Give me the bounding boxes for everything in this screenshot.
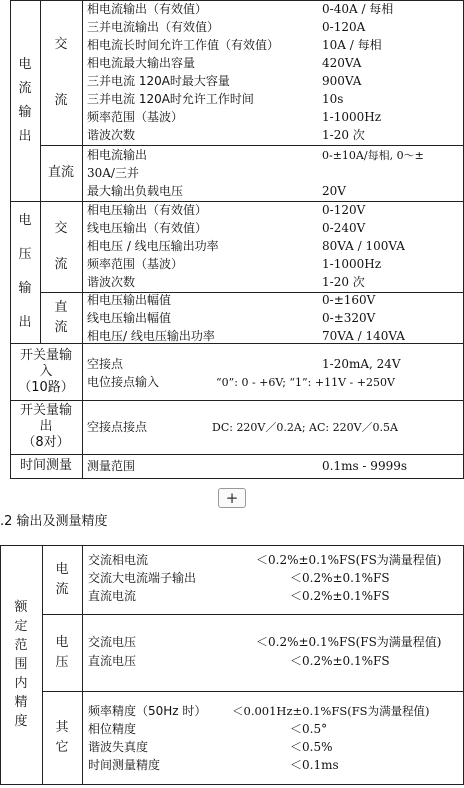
current-ac-name: 相电流长时间允许工作值（有效值） xyxy=(87,38,280,52)
current-ac-value: 900VA xyxy=(322,74,362,88)
switch-output-value: DC: 220V／0.2A; AC: 220V／0.5A xyxy=(212,421,398,434)
accuracy-current-name: 直流电流 xyxy=(88,589,137,603)
switch-input-value: “0”: 0 - +6V; “1”: +11V - +250V xyxy=(216,376,395,389)
accuracy-voltage-label: 电 压 xyxy=(55,634,69,670)
voltage-dc-value: 70VA / 140VA xyxy=(322,329,405,343)
voltage-dc-label: 直 流 xyxy=(54,299,68,335)
switch-input-name: 空接点 xyxy=(87,357,124,371)
add-button[interactable] xyxy=(218,488,246,508)
voltage-dc-name: 相电压/ 线电压输出功率 xyxy=(87,329,215,343)
voltage-ac-value: 1-20 次 xyxy=(322,275,365,289)
timing-name: 测量范围 xyxy=(87,459,136,473)
accuracy-current-value: ＜0.2%±0.1%FS xyxy=(290,589,390,603)
accuracy-other-name: 时间测量精度 xyxy=(88,758,161,772)
accuracy-current-name: 交流相电流 xyxy=(88,553,149,567)
current-ac-value: 1-1000Hz xyxy=(322,110,382,124)
accuracy-current-label: 电 流 xyxy=(55,561,69,597)
current-ac-value: 10s xyxy=(322,92,344,106)
accuracy-other-name: 频率精度（50Hz 时） xyxy=(88,704,207,718)
accuracy-other-label: 其 它 xyxy=(55,719,69,755)
voltage-ac-value: 1-1000Hz xyxy=(322,257,382,271)
voltage-dc-name: 相电压输出幅值 xyxy=(87,293,172,307)
accuracy-current-value: ＜0.2%±0.1%FS xyxy=(290,571,390,585)
current-dc-name: 相电流输出 xyxy=(87,148,148,162)
voltage-output-label: 电 压 输 出 xyxy=(18,213,32,330)
voltage-ac-name: 线电压输出（有效值） xyxy=(87,221,208,235)
current-dc-name: 30A/三并 xyxy=(87,166,139,180)
voltage-ac-name: 谐波次数 xyxy=(87,275,136,289)
current-ac-value: 420VA xyxy=(322,56,362,70)
voltage-ac-name: 相电压 / 线电压输出功率 xyxy=(87,239,219,253)
current-ac-name: 相电流输出（有效值） xyxy=(87,2,208,16)
switch-input-value: 1-20mA, 24V xyxy=(322,357,401,371)
accuracy-other-value: ＜0.001Hz±0.1%FS(FS为满量程值) xyxy=(232,704,430,718)
switch-input-label: 开关量输 入 （10路） xyxy=(18,347,74,395)
timing-value: 0.1ms - 9999s xyxy=(322,459,408,473)
accuracy-current-value: ＜0.2%±0.1%FS(FS为满量程值) xyxy=(256,553,442,567)
accuracy-other-value: ＜0.1ms xyxy=(290,758,339,772)
accuracy-other-value: ＜0.5% xyxy=(290,740,333,754)
accuracy-other-value: ＜0.5° xyxy=(290,722,328,736)
current-ac-value: 10A / 每相 xyxy=(322,38,382,52)
current-ac-name: 三并电流 120A时允许工作时间 xyxy=(87,92,254,106)
accuracy-voltage-value: ＜0.2%±0.1%FS(FS为满量程值) xyxy=(256,635,442,649)
voltage-ac-name: 频率范围（基波） xyxy=(87,257,184,271)
voltage-dc-value: 0-±320V xyxy=(322,311,376,325)
current-output-label: 电 流 输 出 xyxy=(18,56,32,144)
timing-label: 时间测量 xyxy=(19,458,72,473)
current-ac-value: 0-40A / 每相 xyxy=(322,2,394,16)
current-ac-name: 三并电流输出（有效值） xyxy=(87,20,220,34)
voltage-dc-name: 线电压输出幅值 xyxy=(87,311,172,325)
switch-output-label: 开关量输 出 （8对） xyxy=(19,403,72,450)
current-dc-name: 最大输出负载电压 xyxy=(87,184,184,198)
voltage-ac-name: 相电压输出（有效值） xyxy=(87,203,208,217)
voltage-ac-value: 0-240V xyxy=(322,221,366,235)
accuracy-voltage-value: ＜0.2%±0.1%FS xyxy=(290,654,390,668)
current-ac-name: 三并电流 120A时最大容量 xyxy=(87,74,230,88)
accuracy-voltage-name: 交流电压 xyxy=(88,635,137,649)
current-ac-value: 0-120A xyxy=(322,20,366,34)
accuracy-current-name: 交流大电流端子输出 xyxy=(88,571,197,585)
voltage-ac-value: 0-120V xyxy=(322,203,366,217)
current-dc-label: 直流 xyxy=(47,165,74,180)
current-ac-name: 频率范围（基波） xyxy=(87,110,184,124)
section-title: .2 输出及测量精度 xyxy=(0,514,108,529)
switch-input-name: 电位接点输入 xyxy=(87,375,160,389)
accuracy-other-name: 谐波失真度 xyxy=(88,740,149,754)
voltage-ac-label: 交 流 xyxy=(54,220,68,272)
accuracy-voltage-name: 直流电压 xyxy=(88,654,137,668)
rated-accuracy-label: 额 定 范 围 内 精 度 xyxy=(14,600,28,729)
current-ac-label: 交 流 xyxy=(54,36,68,108)
current-ac-value: 1-20 次 xyxy=(322,128,365,142)
plus-icon: + xyxy=(225,489,239,507)
current-ac-name: 相电流最大输出容量 xyxy=(87,56,196,70)
accuracy-other-name: 相位精度 xyxy=(88,722,137,736)
voltage-ac-value: 80VA / 100VA xyxy=(322,239,405,253)
current-dc-value: 20V xyxy=(322,184,346,198)
current-dc-value: 0-±10A/每相, 0～± xyxy=(322,149,424,162)
current-ac-name: 谐波次数 xyxy=(87,128,136,142)
switch-output-name: 空接点接点 xyxy=(87,420,148,434)
voltage-dc-value: 0-±160V xyxy=(322,293,376,307)
